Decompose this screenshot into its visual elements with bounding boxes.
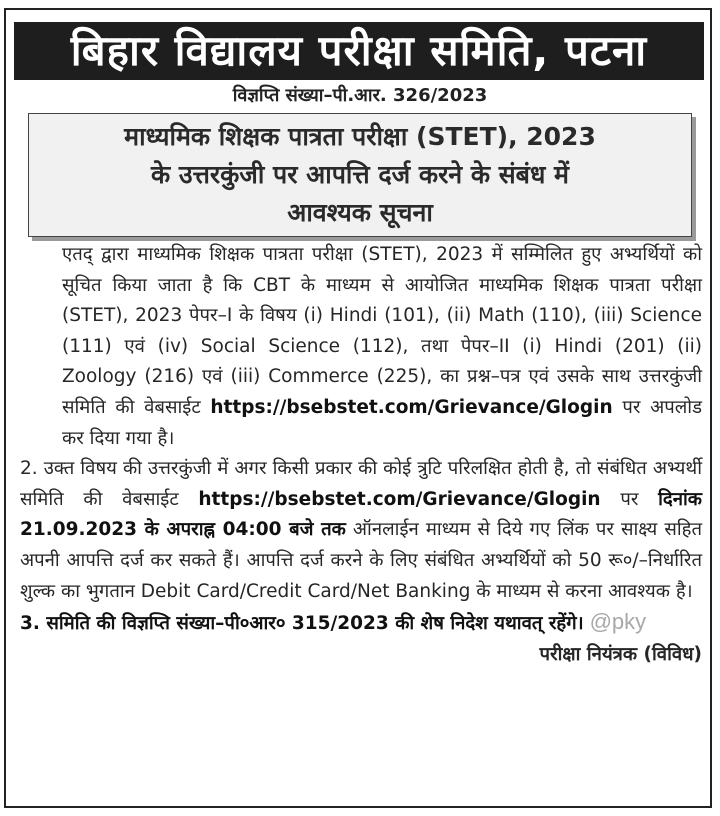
paragraph-2-end: ऑनलाईन माध्यम से दिये गए लिंक पर साक्ष्य सहित अपनी आपत्ति दर्ज कर सकते हैं। आपत्ति दर्ज करने के लिए संबंधित अभ्यर्थियों को 50 रू०/–निर्धारित शुल्क का भुगतान Debit Card/Credit Card/Net Banking के माध्यम से करना आवश्यक है। [20, 519, 703, 602]
subject-line-1: माध्यमिक शिक्षक पात्रता परीक्षा (STET), 2023 [124, 122, 596, 151]
paragraph-1-text: एतद् द्वारा माध्यमिक शिक्षक पात्रता परीक्षा (STET), 2023 में सम्मिलित हुए अभ्यर्थियों को सूचित किया जाता है कि CBT के माध्यम से आयोजित माध्यमिक शिक्षक पात्रता परीक्षा (STET), 2023 पेपर–I के विषय (i) Hindi (101), (ii) Math (110), (iii) Science (111) एवं (iv) Social Science (112), तथा पेपर–II (i) Hindi (201) (ii) Zoology (216) एवं (iii) Commerce (225), का प्रश्न–पत्र एवं उसके साथ उत्तरकुंजी समिति की वेबसाईट [62, 244, 702, 418]
paragraph-2-text: 2. उक्त विषय की उत्तरकुंजी में अगर किसी प्रकार की कोई त्रुटि परिलक्षित होती है, तो संबंधित अभ्यर्थी समिति की वेबसाईट [20, 458, 702, 510]
exam-controller-signature: परीक्षा नियंत्रक (विविध) [539, 643, 702, 665]
paragraph-2-mid: पर [600, 488, 659, 510]
subject-line-2: के उत्तरकुंजी पर आपत्ति दर्ज करने के संबंध में [150, 160, 569, 189]
watermark-text: @pky [589, 609, 647, 635]
notice-number: विज्ञप्ति संख्या–पी.आर. 326/2023 [232, 85, 488, 106]
subject-line-3: आवश्यक सूचना [287, 198, 433, 227]
paragraph-3-text: 3. समिति की विज्ञप्ति संख्या–पी०आर० 315/2023 की शेष निदेश यथावत् रहेंगे। [20, 613, 584, 635]
subject-box [28, 113, 692, 237]
board-title-banner: बिहार विद्यालय परीक्षा समिति, पटना [14, 22, 704, 80]
grievance-link-1[interactable]: https://bsebstet.com/Grievance/Glogin [210, 396, 613, 418]
paragraph-1-end: पर अपलोड कर दिया गया है। [62, 396, 702, 449]
paragraph-1 [20, 240, 702, 454]
grievance-link-2[interactable]: https://bsebstet.com/Grievance/Glogin [198, 488, 601, 510]
deadline-text: दिनांक 21.09.2023 के अपराह्न 04:00 बजे तक [20, 488, 702, 541]
paragraph-2 [20, 454, 702, 607]
paragraph-3 [20, 607, 702, 665]
notice-body [20, 240, 702, 670]
